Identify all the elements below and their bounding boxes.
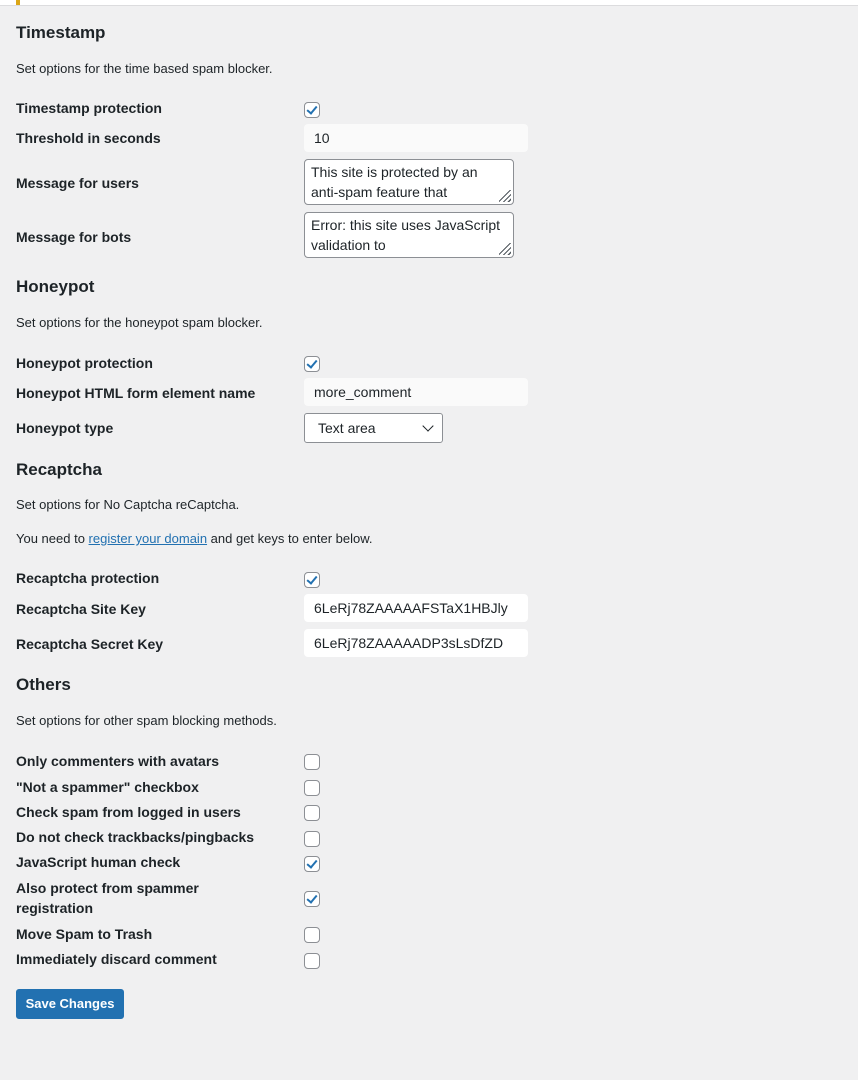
option-label: Move Spam to Trash — [16, 926, 153, 942]
timestamp-protection-checkbox[interactable] — [304, 102, 320, 118]
recaptcha-site-key-label: Recaptcha Site Key — [16, 601, 146, 617]
recaptcha-protection-checkbox[interactable] — [304, 572, 320, 588]
honeypot-protection-label: Honeypot protection — [16, 355, 153, 371]
resize-grip-icon[interactable] — [499, 243, 511, 255]
honeypot-type-select[interactable] — [304, 413, 443, 443]
threshold-input[interactable]: 10 — [304, 124, 528, 152]
option-label: Do not check trackbacks/pingbacks — [16, 829, 255, 845]
resize-grip-icon[interactable] — [499, 190, 511, 202]
section-description-timestamp: Set options for the time based spam blocker. — [16, 61, 273, 76]
recaptcha-secret-key-label: Recaptcha Secret Key — [16, 636, 164, 652]
section-description-others: Set options for other spam blocking methods. — [16, 713, 277, 728]
option-label: "Not a spammer" checkbox — [16, 779, 199, 795]
message-users-text: This site is protected by an anti-spam feature that — [311, 164, 478, 200]
honeypot-type-value: Text area — [318, 420, 376, 436]
message-bots-text: Error: this site uses JavaScript validation to — [311, 217, 501, 253]
save-changes-button[interactable]: Save Changes — [16, 989, 124, 1019]
option-label: Immediately discard comment — [16, 951, 217, 967]
message-users-label: Message for users — [16, 175, 139, 191]
recaptcha-protection-label: Recaptcha protection — [16, 570, 160, 586]
register-suffix: and get keys to enter below. — [207, 531, 373, 546]
section-title-others: Others — [16, 675, 71, 694]
honeypot-type-label: Honeypot type — [16, 420, 114, 436]
section-title-honeypot: Honeypot — [16, 277, 95, 296]
option-checkbox[interactable] — [304, 754, 320, 770]
option-label: JavaScript human check — [16, 854, 181, 870]
section-description-honeypot: Set options for the honeypot spam blocker. — [16, 315, 263, 330]
option-checkbox[interactable] — [304, 805, 320, 821]
honeypot-element-name-input[interactable]: more_comment — [304, 378, 528, 406]
option-checkbox[interactable] — [304, 831, 320, 847]
section-title-timestamp: Timestamp — [16, 23, 106, 42]
register-note — [16, 531, 373, 546]
option-checkbox[interactable] — [304, 891, 320, 907]
option-checkbox[interactable] — [304, 780, 320, 796]
timestamp-protection-label: Timestamp protection — [16, 100, 162, 116]
option-checkbox[interactable] — [304, 856, 320, 872]
option-label: Also protect from spammer registration — [16, 880, 199, 916]
honeypot-element-name-label: Honeypot HTML form element name — [16, 385, 256, 401]
section-title-recaptcha: Recaptcha — [16, 460, 102, 479]
notice-bar — [0, 0, 858, 6]
section-description-recaptcha: Set options for No Captcha reCaptcha. — [16, 497, 240, 512]
chevron-down-icon — [422, 420, 433, 431]
honeypot-protection-checkbox[interactable] — [304, 356, 320, 372]
notice-accent — [16, 0, 20, 5]
option-checkbox[interactable] — [304, 953, 320, 969]
threshold-label: Threshold in seconds — [16, 130, 161, 146]
message-users-textarea[interactable] — [304, 159, 514, 205]
register-domain-link[interactable]: register your domain — [88, 531, 208, 546]
recaptcha-site-key-input[interactable]: 6LeRj78ZAAAAAFSTaX1HBJly — [304, 594, 528, 622]
recaptcha-secret-key-input[interactable]: 6LeRj78ZAAAAADP3sLsDfZD — [304, 629, 528, 657]
option-label: Only commenters with avatars — [16, 753, 220, 769]
register-prefix: You need to — [16, 531, 89, 546]
message-bots-textarea[interactable] — [304, 212, 514, 258]
option-label: Check spam from logged in users — [16, 804, 241, 820]
option-checkbox[interactable] — [304, 927, 320, 943]
message-bots-label: Message for bots — [16, 229, 132, 245]
